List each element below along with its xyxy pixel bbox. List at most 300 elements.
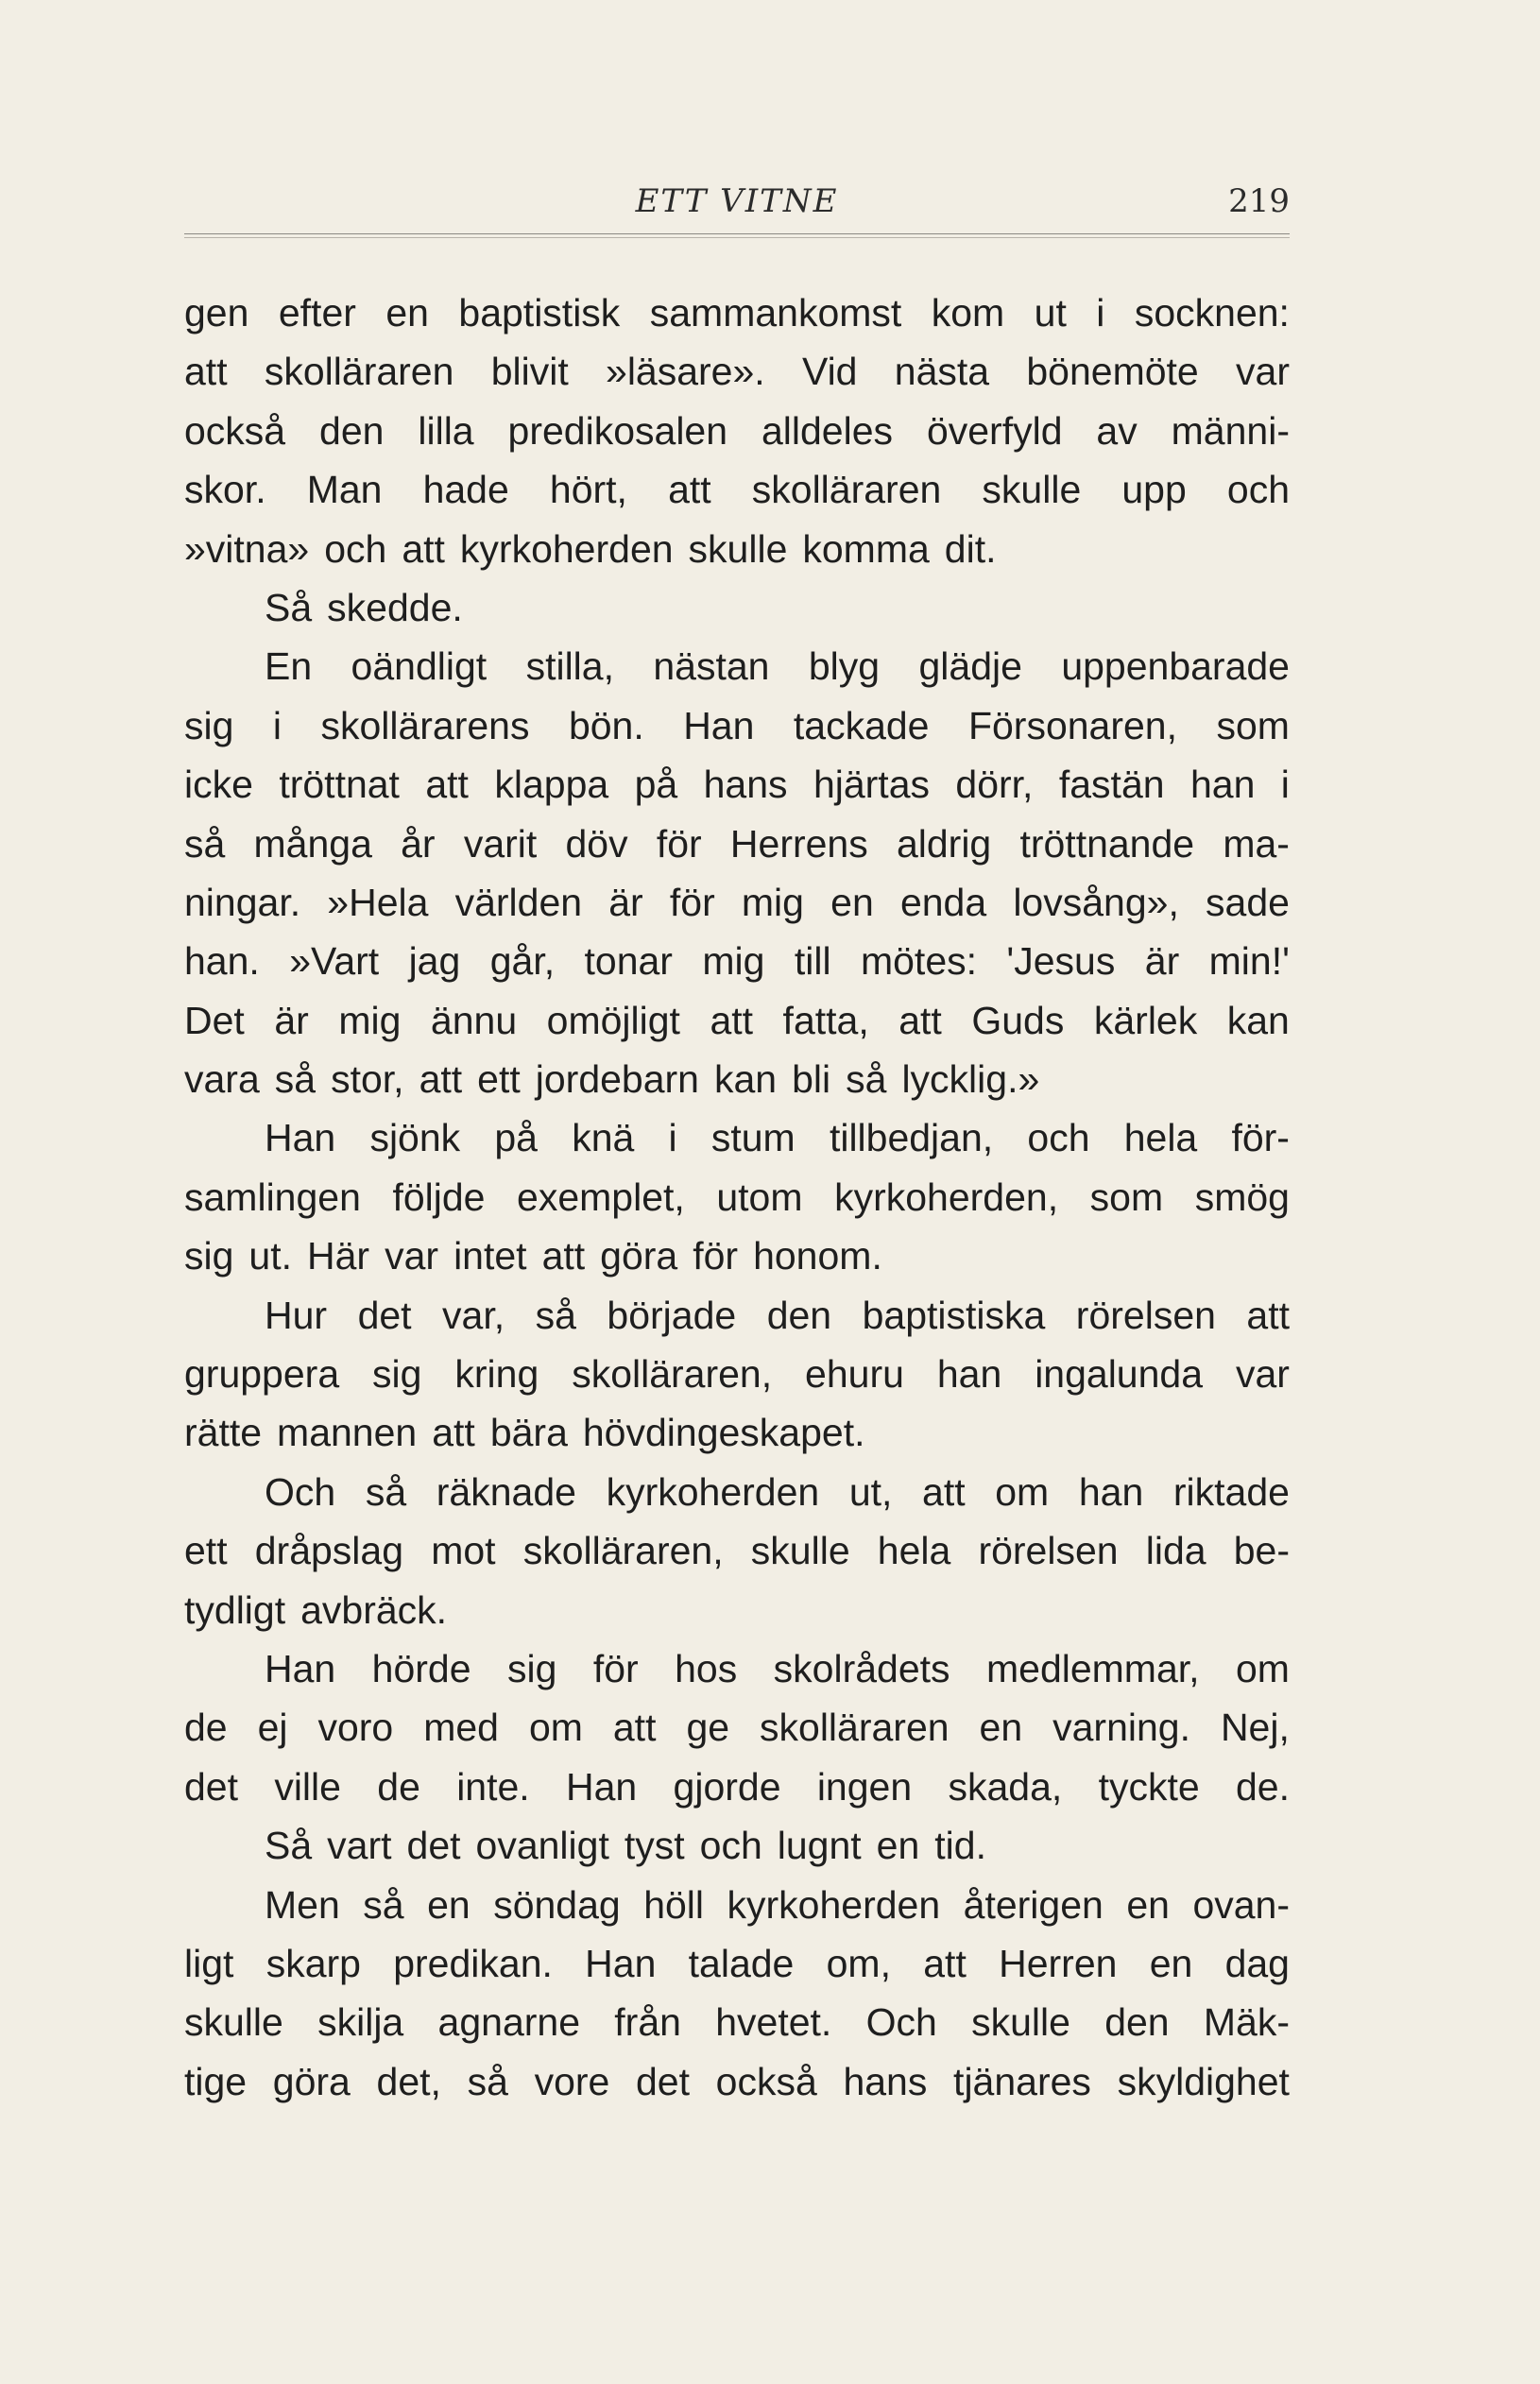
word: exemplet, xyxy=(517,1175,685,1219)
text-line xyxy=(184,1403,1290,1462)
word: göra xyxy=(272,2059,351,2103)
word: »Vart xyxy=(289,939,380,984)
word: så xyxy=(846,1057,887,1102)
word: hans xyxy=(843,2059,928,2103)
word: 'Jesus xyxy=(1006,939,1116,984)
word: tröttnande xyxy=(1019,821,1195,866)
running-head xyxy=(184,175,1290,232)
word: med xyxy=(423,1706,499,1750)
word: be- xyxy=(1233,1529,1290,1573)
word: och xyxy=(699,1824,762,1868)
word: skedde. xyxy=(327,585,463,629)
word: gjorde xyxy=(673,1764,781,1809)
text-line xyxy=(184,2052,1290,2111)
word: är xyxy=(274,998,309,1042)
word: avbräck. xyxy=(300,1587,448,1632)
word: på xyxy=(634,763,678,807)
word: följde xyxy=(392,1175,486,1219)
word: att xyxy=(184,350,228,394)
word: rätte xyxy=(184,1411,263,1455)
word: ut xyxy=(1034,291,1067,334)
word: agnarne xyxy=(437,2000,580,2045)
word: upp xyxy=(1121,468,1187,512)
text-line xyxy=(184,1816,1290,1875)
text-line xyxy=(184,520,1290,578)
word: ut. xyxy=(248,1234,293,1278)
word: att xyxy=(402,526,445,571)
word: knä xyxy=(572,1116,635,1160)
word: En xyxy=(265,644,313,689)
word: mig xyxy=(338,998,402,1042)
word: många xyxy=(253,821,372,866)
word: hade xyxy=(422,468,509,512)
word: de. xyxy=(1236,1764,1290,1809)
word: i xyxy=(1096,291,1105,334)
word: skolläraren xyxy=(760,1706,950,1750)
word: han xyxy=(1189,763,1256,807)
word: glädje xyxy=(918,644,1022,689)
word: baptistiska xyxy=(862,1293,1046,1337)
word: blyg xyxy=(808,644,881,689)
word: Och xyxy=(265,1469,336,1514)
word: »Hela xyxy=(327,880,429,924)
word: Han xyxy=(265,1646,336,1690)
word: så xyxy=(274,1057,317,1102)
word: räknade xyxy=(436,1469,576,1514)
word: gruppera xyxy=(184,1352,340,1397)
text-line xyxy=(184,873,1290,932)
word: efter xyxy=(278,291,356,334)
word: kring xyxy=(454,1352,539,1397)
word: medlemmar, xyxy=(985,1646,1200,1690)
word: på xyxy=(494,1116,538,1160)
word: Man xyxy=(306,468,383,512)
word: tyst xyxy=(624,1824,685,1868)
word: kyrkoherden xyxy=(606,1469,820,1514)
word: nästa xyxy=(894,350,990,394)
word: lugnt xyxy=(777,1824,862,1868)
word: samlingen xyxy=(184,1175,361,1219)
word: ville xyxy=(274,1764,341,1809)
word: aldrig xyxy=(896,821,992,866)
word: hvetet. xyxy=(715,2000,832,2045)
word: världen xyxy=(454,880,583,924)
text-line xyxy=(184,1876,1290,1934)
word: att xyxy=(425,763,469,807)
word: riktade xyxy=(1172,1469,1290,1514)
word: sade xyxy=(1206,880,1290,924)
word: går, xyxy=(489,939,556,984)
running-title: ETT VITNE xyxy=(635,182,839,220)
word: klappa xyxy=(494,763,609,807)
word: den xyxy=(319,408,385,453)
word: ge xyxy=(686,1706,730,1750)
word: Försonaren, xyxy=(967,703,1177,747)
text-line xyxy=(184,1639,1290,1698)
word: som xyxy=(1089,1175,1164,1219)
word: skolläraren xyxy=(264,350,454,394)
word: skyldighet xyxy=(1117,2059,1290,2103)
word: sig xyxy=(506,1646,557,1690)
word: »vitna» xyxy=(184,526,310,571)
word: tonar xyxy=(584,939,673,984)
word: en xyxy=(1149,1941,1193,1985)
word: dag xyxy=(1224,1941,1290,1985)
word: skulle xyxy=(184,2000,283,2045)
word: honom. xyxy=(753,1234,882,1278)
word: utom xyxy=(716,1175,803,1219)
word: var xyxy=(1235,1352,1290,1397)
word: predikosalen xyxy=(507,408,728,453)
word: sammankomst xyxy=(649,291,902,334)
word: Nej, xyxy=(1220,1706,1290,1750)
word: Herrens xyxy=(729,821,868,866)
text-line xyxy=(184,1226,1290,1285)
word: sig xyxy=(184,703,234,747)
word: i xyxy=(1280,763,1290,807)
word: Här xyxy=(307,1234,370,1278)
word: dit. xyxy=(944,526,997,571)
word: omöjligt xyxy=(546,998,680,1042)
word: ett xyxy=(477,1057,521,1102)
word: hela xyxy=(1123,1116,1198,1160)
word: hört, xyxy=(549,468,627,512)
word: skor. xyxy=(184,468,266,512)
word: mötes: xyxy=(860,939,978,984)
text-line xyxy=(184,1463,1290,1521)
word: alldeles xyxy=(761,408,894,453)
word: Mäk- xyxy=(1203,2000,1290,2045)
word: ut, xyxy=(848,1469,893,1514)
word: Så xyxy=(265,1824,313,1868)
word: för xyxy=(656,821,702,866)
word: bli xyxy=(792,1057,831,1102)
word: tydligt xyxy=(184,1587,286,1632)
word: inte. xyxy=(456,1764,530,1809)
word: intet xyxy=(453,1234,527,1278)
word: Vid xyxy=(801,350,858,394)
word: ingalunda xyxy=(1035,1352,1204,1397)
word: hjärtas xyxy=(813,763,930,807)
word: att xyxy=(710,998,754,1042)
word: komma xyxy=(802,526,930,571)
word: ningar. xyxy=(184,880,301,924)
text-line xyxy=(184,283,1290,342)
word: och xyxy=(1226,468,1290,512)
word: sig xyxy=(372,1352,422,1397)
word: skolläraren, xyxy=(522,1529,724,1573)
word: den xyxy=(1104,2000,1170,2045)
word: mig xyxy=(702,939,765,984)
word: nästan xyxy=(653,644,770,689)
word: de xyxy=(184,1706,228,1750)
word: hörde xyxy=(371,1646,471,1690)
text-line xyxy=(184,1108,1290,1167)
word: ingen xyxy=(816,1764,913,1809)
word: till xyxy=(794,939,831,984)
text-line xyxy=(184,815,1290,873)
word: att xyxy=(432,1411,475,1455)
word: Han xyxy=(265,1116,336,1160)
word: var xyxy=(385,1234,439,1278)
word: om, xyxy=(826,1941,891,1985)
word: Guds xyxy=(971,998,1065,1042)
word: det, xyxy=(376,2059,441,2103)
text-line xyxy=(184,460,1290,519)
word: så xyxy=(535,1293,576,1337)
word: för- xyxy=(1231,1116,1290,1160)
word: tjänares xyxy=(953,2059,1091,2103)
word: höll xyxy=(643,1882,705,1927)
word: ovanligt xyxy=(475,1824,609,1868)
word: så xyxy=(365,1469,407,1514)
word: kyrkoherden xyxy=(727,1882,941,1927)
word: kom xyxy=(931,291,1005,334)
word: lycklig.» xyxy=(901,1057,1040,1102)
text-line xyxy=(184,1758,1290,1816)
word: skulle xyxy=(982,468,1082,512)
word: han xyxy=(936,1352,1002,1397)
word: så xyxy=(467,2059,508,2103)
word: att xyxy=(668,468,711,512)
word: vore xyxy=(534,2059,610,2103)
word: tid. xyxy=(934,1824,986,1868)
word: rörelsen xyxy=(978,1529,1119,1573)
word: lilla xyxy=(418,408,474,453)
word: och xyxy=(324,526,387,571)
word: talade xyxy=(688,1941,795,1985)
word: skolrådets xyxy=(773,1646,950,1690)
word: fastän xyxy=(1058,763,1165,807)
word: varning. xyxy=(1052,1706,1190,1750)
text-line xyxy=(184,696,1290,755)
word: sig xyxy=(184,1234,234,1278)
word: smög xyxy=(1194,1175,1290,1219)
word: och xyxy=(1027,1116,1090,1160)
word: det xyxy=(636,2059,690,2103)
word: för xyxy=(592,1646,639,1690)
word: om xyxy=(995,1469,1050,1514)
word: tige xyxy=(184,2059,248,2103)
word: blivit xyxy=(490,350,569,394)
word: stor, xyxy=(331,1057,404,1102)
word: kan xyxy=(1226,998,1290,1042)
word: jag xyxy=(408,939,461,984)
word: skulle xyxy=(750,1529,850,1573)
word: Han xyxy=(585,1941,657,1985)
word: skada, xyxy=(948,1764,1063,1809)
text-line xyxy=(184,1050,1290,1108)
word: lida xyxy=(1145,1529,1206,1573)
word: den xyxy=(766,1293,832,1337)
word: ligt xyxy=(184,1941,234,1985)
word: att xyxy=(612,1706,657,1750)
word: att xyxy=(923,1941,967,1985)
word: för xyxy=(693,1234,739,1278)
word: baptistisk xyxy=(458,291,621,334)
text-line xyxy=(184,1993,1290,2051)
word: skulle xyxy=(971,2000,1070,2045)
word: bön. xyxy=(568,703,644,747)
word: bära xyxy=(489,1411,568,1455)
word: enda xyxy=(899,880,987,924)
word: skolläraren, xyxy=(572,1352,773,1397)
text-line xyxy=(184,1698,1290,1757)
text-line xyxy=(184,1168,1290,1226)
word: kyrkoherden xyxy=(459,526,674,571)
word: att xyxy=(922,1469,966,1514)
word: ej xyxy=(257,1706,288,1750)
word: tackade xyxy=(793,703,930,747)
text-line xyxy=(184,342,1290,401)
word: han. xyxy=(184,939,260,984)
word: göra xyxy=(600,1234,678,1278)
word: återigen xyxy=(963,1882,1104,1927)
word: Och xyxy=(865,2000,937,2045)
word: skulle xyxy=(688,526,788,571)
word: var, xyxy=(442,1293,505,1337)
word: Han xyxy=(683,703,755,747)
word: var xyxy=(1236,350,1290,394)
word: Hur xyxy=(265,1293,328,1337)
word: hos xyxy=(675,1646,738,1690)
word: är xyxy=(608,880,643,924)
header-rule xyxy=(184,233,1290,238)
word: ett xyxy=(184,1529,228,1573)
word: voro xyxy=(317,1706,394,1750)
word: stilla, xyxy=(525,644,614,689)
word: skollärarens xyxy=(320,703,530,747)
word: tillbedjan, xyxy=(829,1116,994,1160)
word: det xyxy=(184,1764,238,1809)
word: att xyxy=(1246,1293,1290,1337)
word: söndag xyxy=(493,1882,621,1927)
word: är xyxy=(1144,939,1180,984)
word: tröttnat xyxy=(279,763,400,807)
word: »läsare». xyxy=(606,350,765,394)
word: som xyxy=(1216,703,1290,747)
word: varit xyxy=(463,821,538,866)
word: Det xyxy=(184,998,245,1042)
word: att xyxy=(419,1057,463,1102)
word: bönemöte xyxy=(1026,350,1199,394)
word: år xyxy=(401,821,436,866)
text-line xyxy=(184,637,1290,695)
word: oändligt xyxy=(351,644,488,689)
word: gen xyxy=(184,291,249,334)
word: också xyxy=(184,408,286,453)
word: om xyxy=(528,1706,583,1750)
word: skolläraren xyxy=(751,468,942,512)
word: döv xyxy=(565,821,628,866)
word: dörr, xyxy=(955,763,1034,807)
word: så xyxy=(184,821,226,866)
word: om xyxy=(1235,1646,1290,1690)
word: vart xyxy=(327,1824,392,1868)
word: han xyxy=(1078,1469,1144,1514)
word: av xyxy=(1096,408,1138,453)
word: Herren xyxy=(999,1941,1118,1985)
word: Men xyxy=(265,1882,340,1927)
word: i xyxy=(272,703,282,747)
word: en xyxy=(385,291,429,334)
word: började xyxy=(607,1293,737,1337)
text-line xyxy=(184,1345,1290,1403)
word: männi- xyxy=(1171,408,1290,453)
word: stum xyxy=(710,1116,796,1160)
body-text xyxy=(184,283,1290,2111)
text-line xyxy=(184,1581,1290,1639)
text-line xyxy=(184,755,1290,814)
word: socknen: xyxy=(1134,291,1290,334)
word: en xyxy=(979,1706,1023,1750)
word: kärlek xyxy=(1093,998,1198,1042)
word: hövdingeskapet. xyxy=(582,1411,865,1455)
word: icke xyxy=(184,763,253,807)
word: Han xyxy=(566,1764,638,1809)
word: ännu xyxy=(430,998,518,1042)
page-number: 219 xyxy=(1228,182,1290,220)
word: ehuru xyxy=(805,1352,904,1397)
word: också xyxy=(715,2059,817,2103)
word: fatta, xyxy=(782,998,869,1042)
word: i xyxy=(668,1116,677,1160)
text-line xyxy=(184,1286,1290,1345)
word: hela xyxy=(877,1529,951,1573)
word: mig xyxy=(741,880,804,924)
word: mannen xyxy=(277,1411,418,1455)
word: jordebarn xyxy=(535,1057,699,1102)
word: skilja xyxy=(317,2000,404,2045)
word: Så xyxy=(265,585,313,629)
word: en xyxy=(830,880,874,924)
word: ma- xyxy=(1223,821,1290,866)
text-line xyxy=(184,578,1290,637)
word: från xyxy=(614,2000,681,2045)
text-line xyxy=(184,1521,1290,1580)
word: hans xyxy=(703,763,788,807)
word: kan xyxy=(713,1057,778,1102)
word: sjönk xyxy=(369,1116,461,1160)
text-line xyxy=(184,1934,1290,1993)
word: mot xyxy=(431,1529,496,1573)
word: det xyxy=(357,1293,412,1337)
word: en xyxy=(427,1882,471,1927)
word: en xyxy=(1126,1882,1170,1927)
text-line xyxy=(184,402,1290,460)
word: ovan- xyxy=(1192,1882,1290,1927)
word: det xyxy=(406,1824,461,1868)
word: överfyld xyxy=(926,408,1063,453)
text-line xyxy=(184,932,1290,990)
word: tyckte xyxy=(1098,1764,1200,1809)
word: vara xyxy=(184,1057,260,1102)
text-line xyxy=(184,991,1290,1050)
word: predikan. xyxy=(393,1941,553,1985)
word: så xyxy=(363,1882,404,1927)
word: skarp xyxy=(265,1941,361,1985)
word: lovsång», xyxy=(1013,880,1179,924)
word: dråpslag xyxy=(254,1529,404,1573)
word: att xyxy=(541,1234,586,1278)
word: en xyxy=(876,1824,920,1868)
word: uppenbarade xyxy=(1061,644,1290,689)
word: min!' xyxy=(1208,939,1290,984)
word: att xyxy=(898,998,942,1042)
word: rörelsen xyxy=(1075,1293,1216,1337)
word: de xyxy=(377,1764,420,1809)
word: kyrkoherden, xyxy=(834,1175,1059,1219)
